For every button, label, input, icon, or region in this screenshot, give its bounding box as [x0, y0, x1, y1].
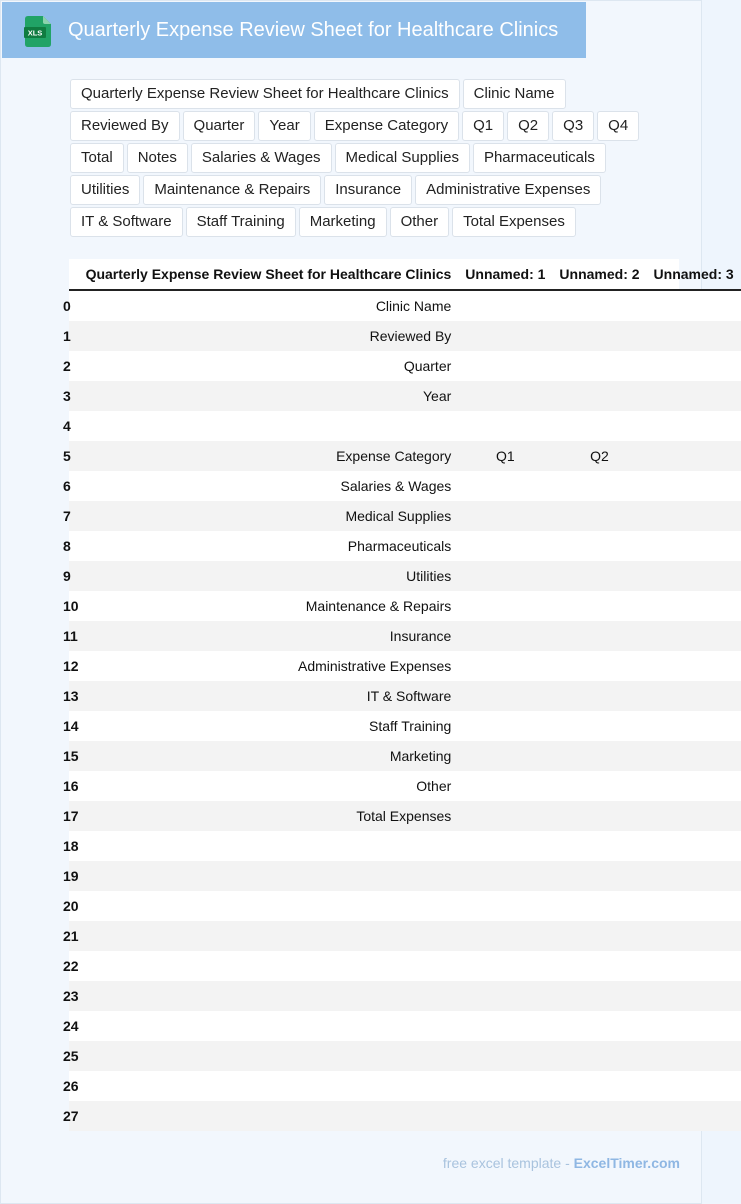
tag-chip[interactable]: Q2 — [507, 111, 549, 141]
table-cell — [552, 381, 646, 411]
table-cell — [647, 1071, 741, 1101]
table-cell — [458, 591, 552, 621]
tag-chip[interactable]: Marketing — [299, 207, 387, 237]
table-cell: Maintenance & Repairs — [79, 591, 459, 621]
index-header — [69, 259, 79, 290]
table-cell — [647, 381, 741, 411]
table-cell — [458, 471, 552, 501]
table-row — [69, 1071, 741, 1101]
table-cell — [458, 741, 552, 771]
table-cell: Medical Supplies — [79, 501, 459, 531]
sheet-preview-table — [63, 259, 734, 1130]
table-row — [69, 1011, 741, 1041]
table-cell — [458, 771, 552, 801]
row-index-label: 13 — [63, 688, 79, 704]
table-cell — [552, 711, 646, 741]
row-index — [63, 801, 79, 831]
table-cell — [79, 1071, 459, 1101]
table-cell — [458, 411, 552, 441]
table-cell: Year — [79, 381, 459, 411]
table-cell — [552, 981, 646, 1011]
table-cell — [647, 471, 741, 501]
row-index-label: 21 — [63, 928, 79, 944]
table-row — [69, 921, 741, 951]
row-index-label: 10 — [63, 598, 79, 614]
table-cell — [458, 831, 552, 861]
row-index-label: 26 — [63, 1078, 79, 1094]
tag-chip[interactable]: Staff Training — [186, 207, 296, 237]
table-cell — [458, 561, 552, 591]
table-cell — [458, 1101, 552, 1131]
table-cell — [458, 290, 552, 321]
row-index — [63, 681, 79, 711]
xls-icon-label: XLS — [27, 28, 43, 38]
table-cell — [552, 651, 646, 681]
row-index — [63, 981, 79, 1011]
table-cell — [647, 831, 741, 861]
row-index — [63, 441, 79, 471]
table-cell — [647, 711, 741, 741]
row-index-label: 20 — [63, 898, 79, 914]
row-index — [63, 1071, 79, 1101]
tag-chip[interactable]: Q4 — [597, 111, 639, 141]
table-cell — [552, 1101, 646, 1131]
column-header: Unnamed: 2 — [552, 259, 646, 290]
table-cell — [552, 921, 646, 951]
table-row — [69, 981, 741, 1011]
row-index — [63, 741, 79, 771]
table-cell — [552, 1071, 646, 1101]
tag-chip[interactable]: Total Expenses — [452, 207, 576, 237]
row-index-label: 5 — [63, 448, 71, 464]
row-index-label: 27 — [63, 1108, 79, 1124]
table-row — [69, 591, 741, 621]
table-cell — [79, 861, 459, 891]
table-row — [69, 621, 741, 651]
table-cell: Staff Training — [79, 711, 459, 741]
table-row — [69, 651, 741, 681]
tag-chip[interactable]: Total — [70, 143, 124, 173]
table-cell — [458, 531, 552, 561]
table-cell — [79, 1011, 459, 1041]
table-row — [69, 351, 741, 381]
row-index — [63, 921, 79, 951]
row-index — [63, 621, 79, 651]
tag-chip[interactable]: Year — [258, 111, 310, 141]
table-cell — [647, 771, 741, 801]
table-cell — [647, 741, 741, 771]
row-index — [63, 411, 79, 441]
tag-chip[interactable]: Expense Category — [314, 111, 459, 141]
title-bar — [2, 2, 586, 58]
table-row — [69, 891, 741, 921]
footer-prefix: free excel template - — [442, 1155, 574, 1171]
row-index — [63, 1041, 79, 1071]
table-cell — [647, 801, 741, 831]
table-row — [69, 711, 741, 741]
tag-chip[interactable]: Administrative Expenses — [415, 175, 601, 205]
table-cell — [552, 951, 646, 981]
row-index-label: 23 — [63, 988, 79, 1004]
table-cell — [552, 891, 646, 921]
row-index — [63, 1101, 79, 1131]
row-index-label: 24 — [63, 1018, 79, 1034]
table-cell — [552, 621, 646, 651]
row-index — [63, 861, 79, 891]
table-cell — [552, 861, 646, 891]
table-cell — [458, 951, 552, 981]
row-index-label: 6 — [63, 478, 71, 494]
table-cell — [647, 531, 741, 561]
table-cell: Quarter — [79, 351, 459, 381]
table-cell — [552, 831, 646, 861]
table-cell — [647, 621, 741, 651]
table-row — [69, 471, 741, 501]
table-cell — [552, 321, 646, 351]
table-cell — [552, 471, 646, 501]
tag-chip[interactable]: Utilities — [70, 175, 140, 205]
table-cell: Q2 — [552, 441, 646, 471]
table-cell — [79, 831, 459, 861]
table-cell — [647, 411, 741, 441]
table-cell — [647, 651, 741, 681]
row-index — [63, 351, 79, 381]
table-cell — [458, 321, 552, 351]
footer-credit — [443, 1155, 680, 1171]
table-row — [69, 951, 741, 981]
table-cell — [458, 621, 552, 651]
table-row — [69, 321, 741, 351]
table-cell — [552, 801, 646, 831]
row-index-label: 7 — [63, 508, 71, 524]
table-cell — [647, 861, 741, 891]
table-cell — [458, 891, 552, 921]
table-cell — [552, 531, 646, 561]
table-cell — [647, 441, 741, 471]
tag-chip[interactable]: Q3 — [552, 111, 594, 141]
table-cell — [79, 411, 459, 441]
table-row — [69, 681, 741, 711]
table-cell — [647, 891, 741, 921]
row-index-label: 17 — [63, 808, 79, 824]
table-cell — [458, 681, 552, 711]
row-index-label: 25 — [63, 1048, 79, 1064]
table-row — [69, 290, 741, 321]
table-cell — [552, 501, 646, 531]
table-cell — [79, 951, 459, 981]
row-index — [63, 501, 79, 531]
table-cell — [552, 561, 646, 591]
table-cell — [647, 501, 741, 531]
table-row — [69, 411, 741, 441]
table-row — [69, 531, 741, 561]
row-index — [63, 561, 79, 591]
row-index — [63, 321, 79, 351]
table-row — [69, 501, 741, 531]
row-index-label: 0 — [63, 298, 71, 314]
column-header: Quarterly Expense Review Sheet for Healthcare Clinics — [79, 259, 459, 290]
row-index — [63, 651, 79, 681]
table-cell — [79, 1041, 459, 1071]
table-cell: Pharmaceuticals — [79, 531, 459, 561]
table-cell: Q1 — [458, 441, 552, 471]
table-cell: Utilities — [79, 561, 459, 591]
table-cell: Insurance — [79, 621, 459, 651]
table-cell — [552, 741, 646, 771]
table-cell — [552, 1041, 646, 1071]
table-cell — [458, 981, 552, 1011]
row-index-label: 1 — [63, 328, 71, 344]
table-row — [69, 831, 741, 861]
table-cell — [458, 711, 552, 741]
table-cell — [79, 921, 459, 951]
tag-chip[interactable]: IT & Software — [70, 207, 183, 237]
table-row — [69, 741, 741, 771]
table-row — [69, 381, 741, 411]
tag-chip[interactable]: Medical Supplies — [335, 143, 470, 173]
excel-file-icon — [24, 16, 51, 47]
row-index — [63, 831, 79, 861]
row-index-label: 8 — [63, 538, 71, 554]
row-index — [63, 471, 79, 501]
table-cell — [552, 771, 646, 801]
row-index — [63, 591, 79, 621]
table-cell — [552, 681, 646, 711]
table-row — [69, 1101, 741, 1131]
table-cell — [647, 351, 741, 381]
table-cell — [647, 981, 741, 1011]
table-cell — [458, 801, 552, 831]
footer-brand-link[interactable]: ExcelTimer.com — [573, 1155, 680, 1171]
tag-chip[interactable]: Maintenance & Repairs — [143, 175, 321, 205]
tag-chip[interactable]: Quarter — [183, 111, 256, 141]
tag-chip[interactable]: Notes — [127, 143, 188, 173]
table-cell — [647, 591, 741, 621]
table-cell — [647, 921, 741, 951]
row-index — [63, 951, 79, 981]
table-cell — [458, 351, 552, 381]
row-index-label: 22 — [63, 958, 79, 974]
row-index — [63, 531, 79, 561]
table-cell: Total Expenses — [79, 801, 459, 831]
table-cell: Reviewed By — [79, 321, 459, 351]
page-title: Quarterly Expense Review Sheet for Healthcare Clinics — [68, 19, 559, 41]
tag-chip[interactable]: Quarterly Expense Review Sheet for Healthcare Clinics — [70, 79, 460, 109]
table-cell: Expense Category — [79, 441, 459, 471]
table-cell: Clinic Name — [79, 290, 459, 321]
table-cell — [79, 1101, 459, 1131]
table-row — [69, 1041, 741, 1071]
tag-list — [70, 79, 670, 237]
row-index-label: 2 — [63, 358, 71, 374]
row-index-label: 18 — [63, 838, 79, 854]
tag-chip[interactable]: Clinic Name — [463, 79, 566, 109]
table-cell: Marketing — [79, 741, 459, 771]
table-cell: Salaries & Wages — [79, 471, 459, 501]
row-index — [63, 711, 79, 741]
row-index-label: 12 — [63, 658, 79, 674]
tag-chip[interactable]: Q1 — [462, 111, 504, 141]
table-cell — [458, 921, 552, 951]
row-index-label: 15 — [63, 748, 79, 764]
table-cell — [458, 1041, 552, 1071]
tag-chip[interactable]: Pharmaceuticals — [473, 143, 606, 173]
table-cell — [79, 981, 459, 1011]
table-cell — [647, 681, 741, 711]
table-cell — [647, 1041, 741, 1071]
table-cell: Administrative Expenses — [79, 651, 459, 681]
table-row — [69, 771, 741, 801]
table-cell — [552, 1011, 646, 1041]
row-index-label: 16 — [63, 778, 79, 794]
table-cell — [647, 1101, 741, 1131]
table-cell — [458, 381, 552, 411]
column-header: Unnamed: 3 — [647, 259, 741, 290]
table-cell — [79, 891, 459, 921]
table-cell — [552, 591, 646, 621]
row-index — [63, 771, 79, 801]
table-cell — [647, 290, 741, 321]
row-index-label: 19 — [63, 868, 79, 884]
table-cell — [647, 951, 741, 981]
table-cell — [552, 290, 646, 321]
row-index — [63, 290, 79, 321]
table-cell — [458, 501, 552, 531]
table-cell — [552, 351, 646, 381]
tag-chip[interactable]: Salaries & Wages — [191, 143, 332, 173]
column-header: Unnamed: 1 — [458, 259, 552, 290]
row-index — [63, 381, 79, 411]
tag-chip[interactable]: Insurance — [324, 175, 412, 205]
table-cell — [458, 861, 552, 891]
row-index-label: 4 — [63, 418, 71, 434]
table-row — [69, 561, 741, 591]
table-cell — [458, 1071, 552, 1101]
row-index-label: 11 — [63, 628, 78, 644]
table-row — [69, 861, 741, 891]
table-cell: IT & Software — [79, 681, 459, 711]
table-header-row — [69, 259, 741, 290]
table-cell — [458, 1011, 552, 1041]
table-row — [69, 441, 741, 471]
row-index-label: 3 — [63, 388, 71, 404]
table-cell — [647, 1011, 741, 1041]
table-cell — [647, 561, 741, 591]
row-index-label: 14 — [63, 718, 79, 734]
row-index — [63, 891, 79, 921]
table-cell — [552, 411, 646, 441]
row-index — [63, 1011, 79, 1041]
table-cell: Other — [79, 771, 459, 801]
table-cell — [458, 651, 552, 681]
tag-chip[interactable]: Reviewed By — [70, 111, 180, 141]
tag-chip[interactable]: Other — [390, 207, 450, 237]
row-index-label: 9 — [63, 568, 71, 584]
table-cell — [647, 321, 741, 351]
table-row — [69, 801, 741, 831]
